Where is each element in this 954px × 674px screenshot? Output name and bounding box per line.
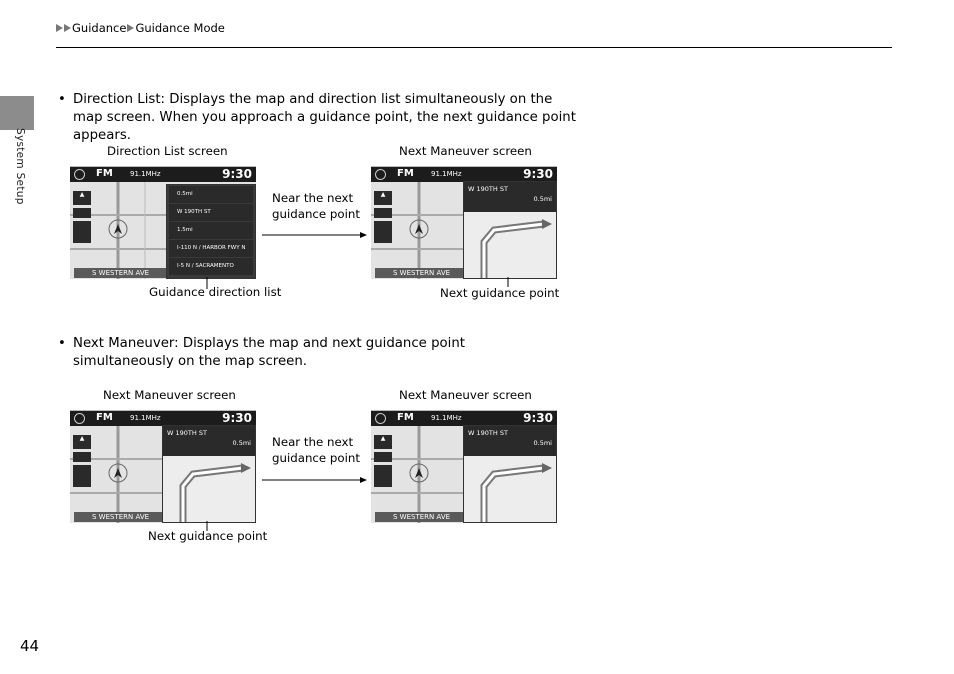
- intersection-diagram: [464, 456, 556, 522]
- home-icon: [375, 413, 386, 424]
- frequency-label: 91.1MHz: [130, 170, 161, 178]
- next-guidance-point-label: Next guidance point: [440, 286, 560, 300]
- maneuver-distance: 0.5mi: [232, 439, 251, 447]
- bullet: •: [58, 92, 66, 107]
- arrow-label-line: Near the next: [272, 191, 354, 205]
- next-maneuver-screenshot: [371, 410, 557, 523]
- current-street: S WESTERN AVE: [375, 268, 467, 278]
- map-side-panel: [374, 191, 392, 269]
- header-rule: [56, 47, 892, 48]
- maneuver-street: W 190TH ST: [167, 429, 207, 437]
- compass-icon: ▲: [374, 435, 392, 449]
- eta-indicator: [73, 221, 91, 243]
- status-bar: [70, 167, 256, 182]
- list-item: W 190TH ST: [169, 204, 253, 221]
- arrow-label: [272, 190, 360, 222]
- arrow-label: [272, 434, 360, 466]
- clock-label: 9:30: [222, 167, 252, 181]
- maneuver-header: [163, 426, 255, 456]
- arrow-right-icon: [262, 230, 368, 240]
- frequency-label: 91.1MHz: [431, 414, 462, 422]
- arrow-label-line: guidance point: [272, 207, 361, 221]
- triangle-icon: [64, 24, 71, 32]
- clock-label: 9:30: [523, 411, 553, 425]
- list-item: I-110 N / HARBOR FWY N: [169, 240, 253, 257]
- status-bar: [371, 411, 557, 426]
- scale-indicator: [73, 452, 91, 462]
- maneuver-distance: 0.5mi: [533, 439, 552, 447]
- status-bar: [371, 167, 557, 182]
- guidance-direction-list-label: Guidance direction list: [149, 285, 282, 299]
- band-label: FM: [397, 412, 414, 423]
- scale-indicator: [374, 208, 392, 218]
- breadcrumb-item[interactable]: Guidance Mode: [135, 21, 225, 35]
- map-side-panel: [73, 191, 91, 269]
- list-item: I-5 N / SACRAMENTO: [169, 258, 253, 275]
- next-maneuver-screenshot: [371, 166, 557, 279]
- maneuver-header: [464, 426, 556, 456]
- term-direction-list: Direction List: [73, 92, 161, 107]
- map-side-panel: [374, 435, 392, 513]
- band-label: FM: [96, 412, 113, 423]
- band-label: FM: [96, 168, 113, 179]
- next-guidance-point-label: Next guidance point: [148, 529, 268, 543]
- next-maneuver-screenshot: [70, 410, 256, 523]
- band-label: FM: [397, 168, 414, 179]
- side-tab-marker: [0, 96, 34, 130]
- home-icon: [375, 169, 386, 180]
- page-number: 44: [20, 637, 40, 655]
- maneuver-street: W 190TH ST: [468, 185, 508, 193]
- breadcrumb: [56, 21, 225, 35]
- eta-indicator: [374, 221, 392, 243]
- eta-indicator: [73, 465, 91, 487]
- current-street: S WESTERN AVE: [74, 268, 166, 278]
- next-maneuver-panel: [162, 425, 256, 523]
- compass-icon: ▲: [374, 191, 392, 205]
- arrow-label-line: guidance point: [272, 451, 361, 465]
- status-bar: [70, 411, 256, 426]
- term-next-maneuver: Next Maneuver: [73, 336, 175, 351]
- side-tab-label: System Setup: [14, 128, 26, 205]
- maneuver-header: [464, 182, 556, 212]
- compass-icon: ▲: [73, 435, 91, 449]
- triangle-icon: [56, 24, 63, 32]
- direction-list-paragraph: [58, 91, 578, 145]
- direction-list-description: : Displays the map and direction list simultaneously on the map screen. When you approach a guidance point, the next guidance point appears.: [73, 92, 576, 143]
- maneuver-street: W 190TH ST: [468, 429, 508, 437]
- home-icon: [74, 169, 85, 180]
- clock-label: 9:30: [222, 411, 252, 425]
- next-maneuver-paragraph: [58, 335, 558, 371]
- list-item: 0.5mi: [169, 186, 253, 203]
- intersection-diagram: [163, 456, 255, 522]
- next-maneuver-screen-caption: Next Maneuver screen: [399, 144, 532, 158]
- current-street: S WESTERN AVE: [74, 512, 166, 522]
- triangle-icon: [127, 24, 134, 32]
- next-maneuver-screen-caption: Next Maneuver screen: [103, 388, 236, 402]
- map-side-panel: [73, 435, 91, 513]
- intersection-diagram: [464, 212, 556, 278]
- scale-indicator: [374, 452, 392, 462]
- bullet: •: [58, 336, 66, 351]
- next-maneuver-description: : Displays the map and next guidance point simultaneously on the map screen.: [73, 336, 465, 369]
- frequency-label: 91.1MHz: [431, 170, 462, 178]
- arrow-label-line: Near the next: [272, 435, 354, 449]
- frequency-label: 91.1MHz: [130, 414, 161, 422]
- direction-list-screenshot: [70, 166, 256, 279]
- eta-indicator: [374, 465, 392, 487]
- next-maneuver-panel: [463, 181, 557, 279]
- direction-list-screen-caption: Direction List screen: [107, 144, 228, 158]
- list-item: 1.5mi: [169, 222, 253, 239]
- home-icon: [74, 413, 85, 424]
- guidance-direction-list: [166, 184, 256, 279]
- next-maneuver-panel: [463, 425, 557, 523]
- scale-indicator: [73, 208, 91, 218]
- clock-label: 9:30: [523, 167, 553, 181]
- breadcrumb-item[interactable]: Guidance: [72, 21, 127, 35]
- arrow-right-icon: [262, 475, 368, 485]
- current-street: S WESTERN AVE: [375, 512, 467, 522]
- next-maneuver-screen-caption: Next Maneuver screen: [399, 388, 532, 402]
- maneuver-distance: 0.5mi: [533, 195, 552, 203]
- compass-icon: ▲: [73, 191, 91, 205]
